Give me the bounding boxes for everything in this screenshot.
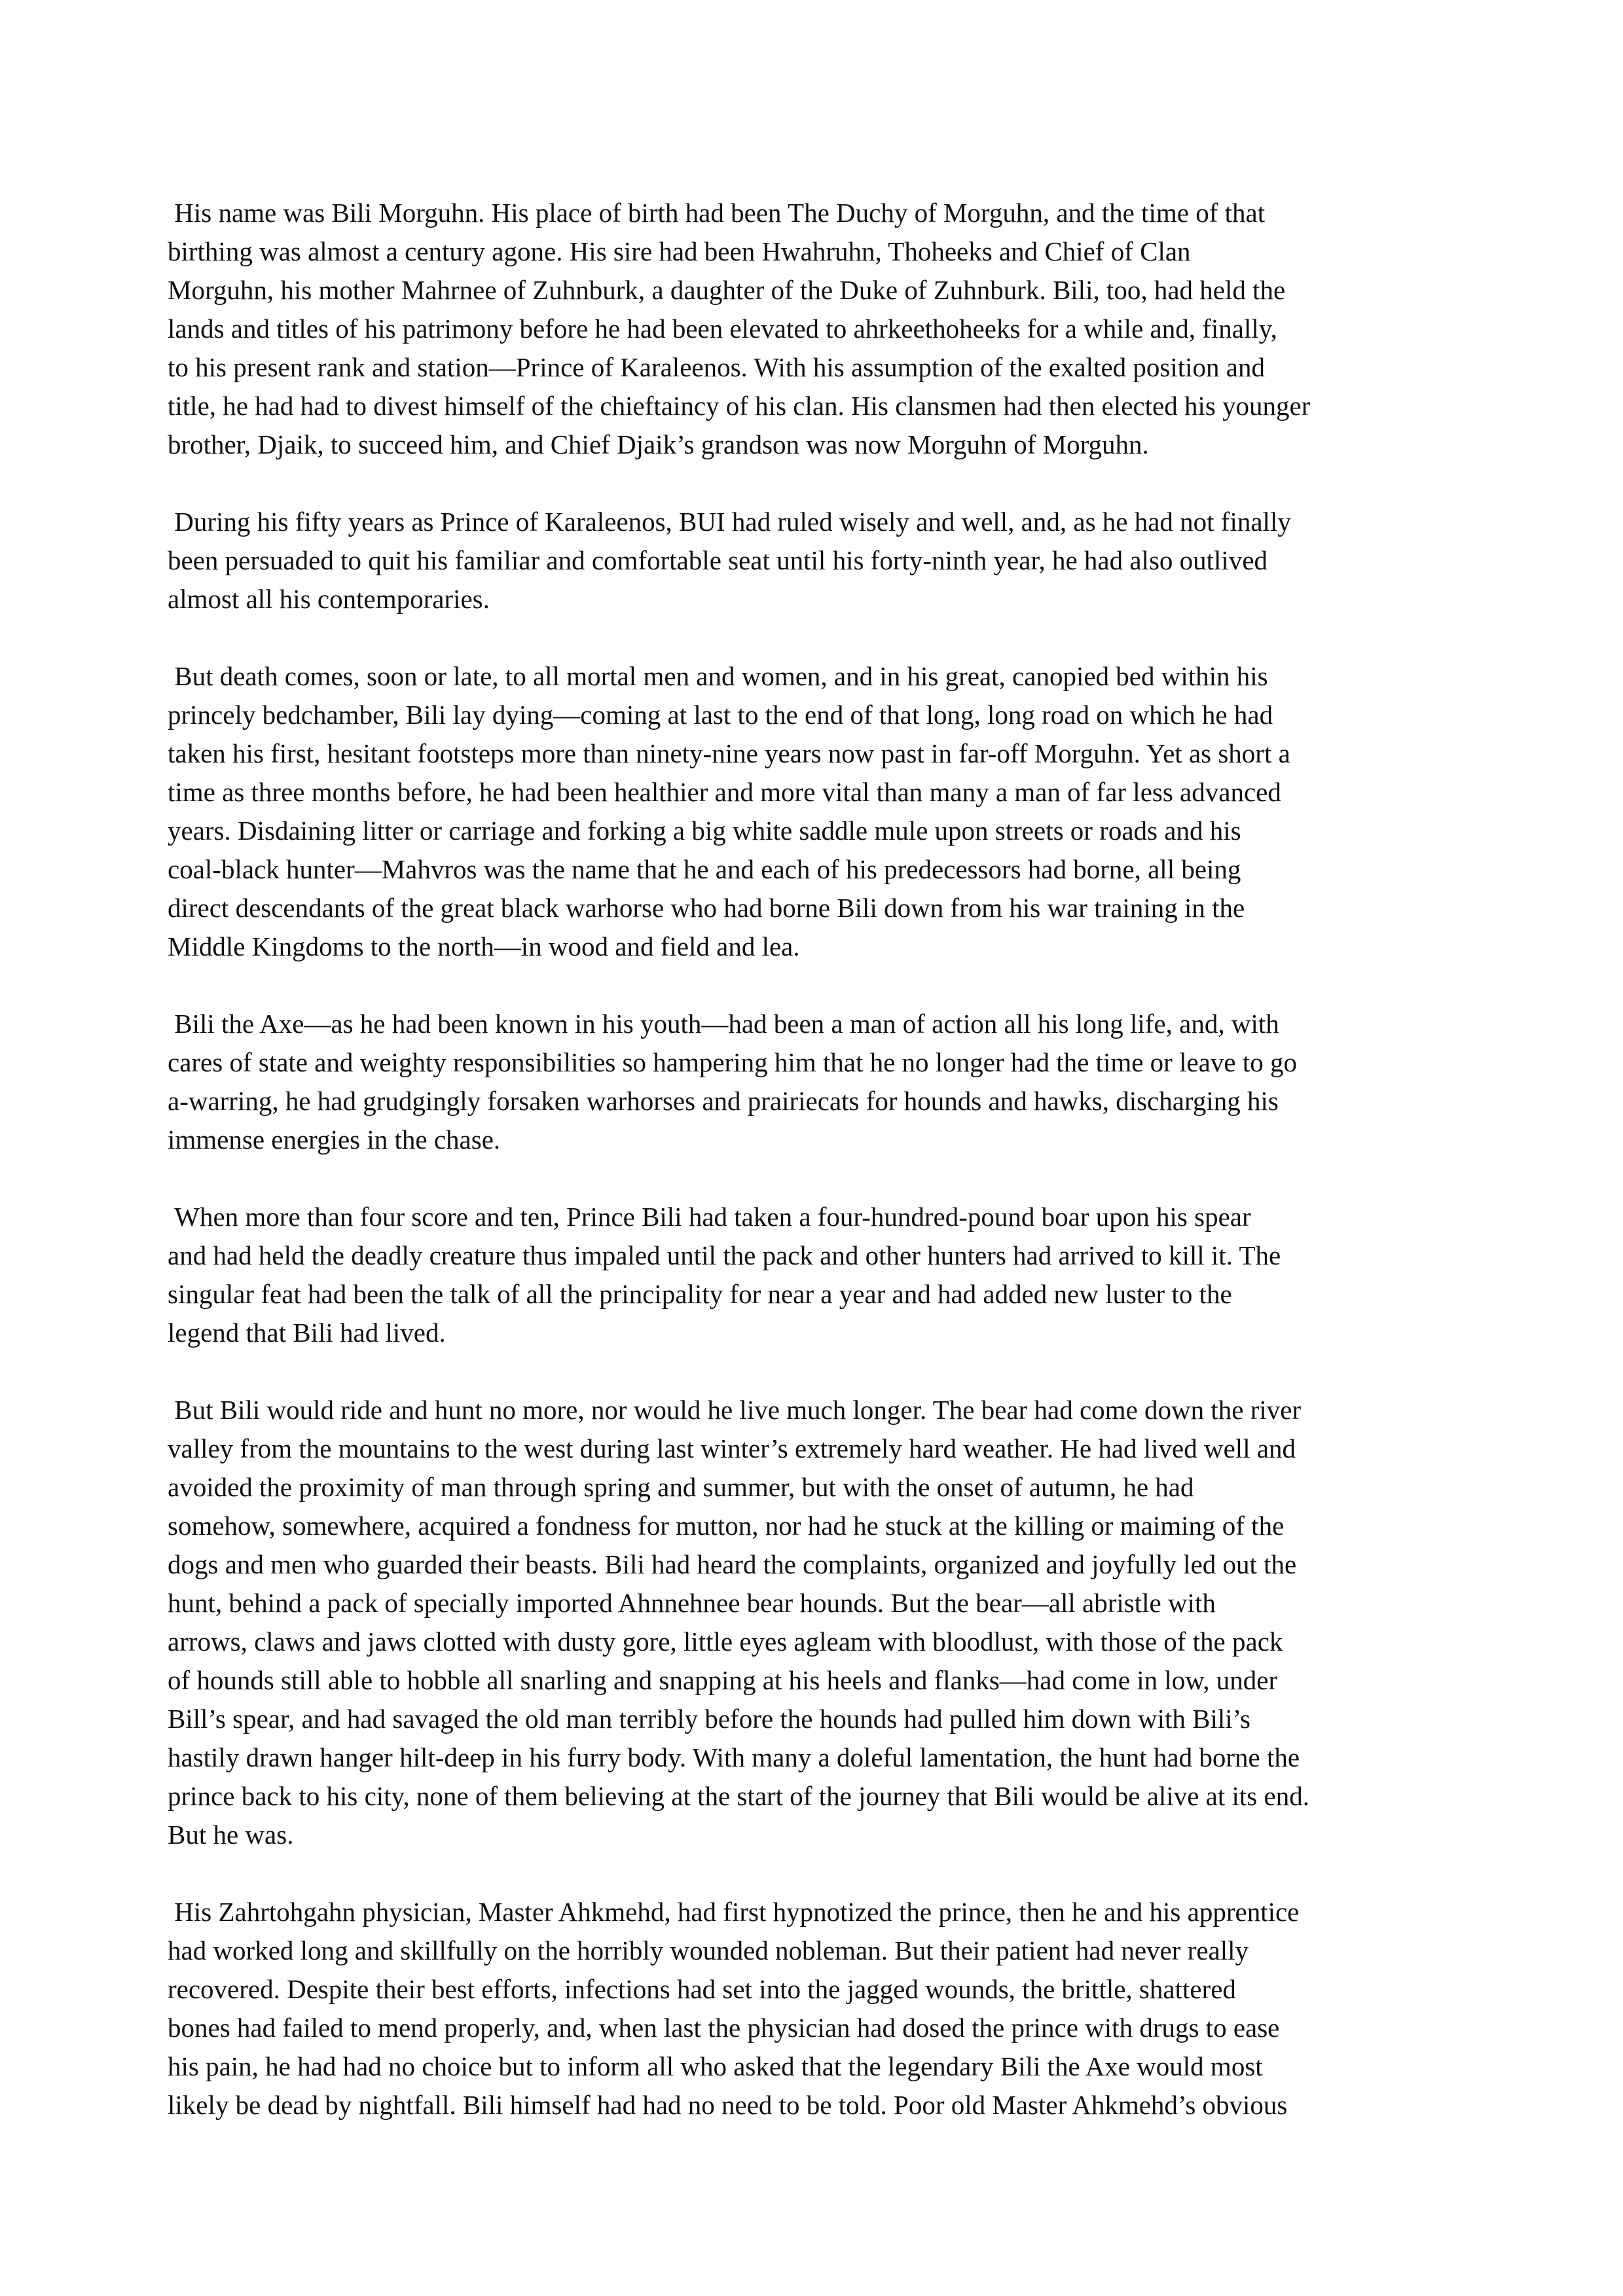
paragraph-3: But death comes, soon or late, to all mortal men and women, and in his great, canopied bed within his princely bedchamber, Bili lay dying—coming at last to the end of that long, long road on which he had taken his first, hesitant footsteps more than ninety-nine years now past in far-off Morguhn. Yet as short a time as three months before, he had been healthier and more vital than many a man of far less advanced years. Disdaining litter or carriage and forking a big white saddle mule upon streets or roads and his coal-black hunter—Mahvros was the name that he and each of his predecessors had borne, all being direct descendants of the great black warhorse who had borne Bili down from his war training in the Middle Kingdoms to the north—in wood and field and lea. [168, 661, 1290, 961]
paragraph-7: His Zahrtohgahn physician, Master Ahkmehd, had first hypnotized the prince, then he and his apprentice had worked long and skillfully on the horribly wounded nobleman. But their patient had never really recovered. Despite their best efforts, infections had set into the jagged wounds, the brittle, shattered bones had failed to mend properly, and, when last the physician had dosed the prince with drugs to ease his pain, he had had no choice but to inform all who asked that the legendary Bili the Axe would most likely be dead by nightfall. Bili himself had had no need to be told. Poor old Master Ahkmehd’s obvious [168, 1897, 1300, 2120]
paragraph-2: During his fifty years as Prince of Karaleenos, BUI had ruled wisely and well, and, as he had not finally been persuaded to quit his familiar and comfortable seat until his forty-ninth year, he had also outlived almost all his contemporaries. [168, 507, 1291, 614]
document-page [168, 194, 1470, 2125]
paragraph-5: When more than four score and ten, Prince Bili had taken a four-hundred-pound boar upon his spear and had held the deadly creature thus impaled until the pack and other hunters had arrived to kill it. The singular feat had been the talk of all the principality for near a year and had added new luster to the legend that Bili had lived. [168, 1202, 1281, 1348]
paragraph-1: His name was Bili Morguhn. His place of birth had been The Duchy of Morguhn, and the time of that birthing was almost a century agone. His sire had been Hwahruhn, Thoheeks and Chief of Clan Morguhn, his mother Mahrnee of Zuhnburk, a daughter of the Duke of Zuhnburk. Bili, too, had held the lands and titles of his patrimony before he had been elevated to ahrkeethoheeks for a while and, finally, to his present rank and station—Prince of Karaleenos. With his assumption of the exalted position and title, he had had to divest himself of the chieftaincy of his clan. His clansmen had then elected his younger brother, Djaik, to succeed him, and Chief Djaik’s grandson was now Morguhn of Morguhn. [168, 198, 1311, 459]
paragraph-4: Bili the Axe—as he had been known in his youth—had been a man of action all his long life, and, with cares of state and weighty responsibilities so hampering him that he no longer had the time or leave to go a-warring, he had grudgingly forsaken warhorses and prairiecats for hounds and hawks, discharging his immense energies in the chase. [168, 1009, 1297, 1155]
paragraph-6: But Bili would ride and hunt no more, nor would he live much longer. The bear had come down the river valley from the mountains to the west during last winter’s extremely hard weather. He had lived well and avoided the proximity of man through spring and summer, but with the onset of autumn, he had somehow, somewhere, acquired a fondness for mutton, nor had he stuck at the killing or maiming of the dogs and men who guarded their beasts. Bili had heard the complaints, organized and joyfully led out the hunt, behind a pack of specially imported Ahnnehnee bear hounds. But the bear—all abristle with arrows, claws and jaws clotted with dusty gore, little eyes agleam with bloodlust, with those of the pack of hounds still able to hobble all snarling and snapping at his heels and flanks—had come in low, under Bill’s spear, and had savaged the old man terribly before the hounds had pulled him down with Bili’s hastily drawn hanger hilt-deep in his furry body. With many a doleful lamentation, the hunt had borne the prince back to his city, none of them believing at the start of the journey that Bili would be alive at its end. But he was. [168, 1395, 1309, 1850]
